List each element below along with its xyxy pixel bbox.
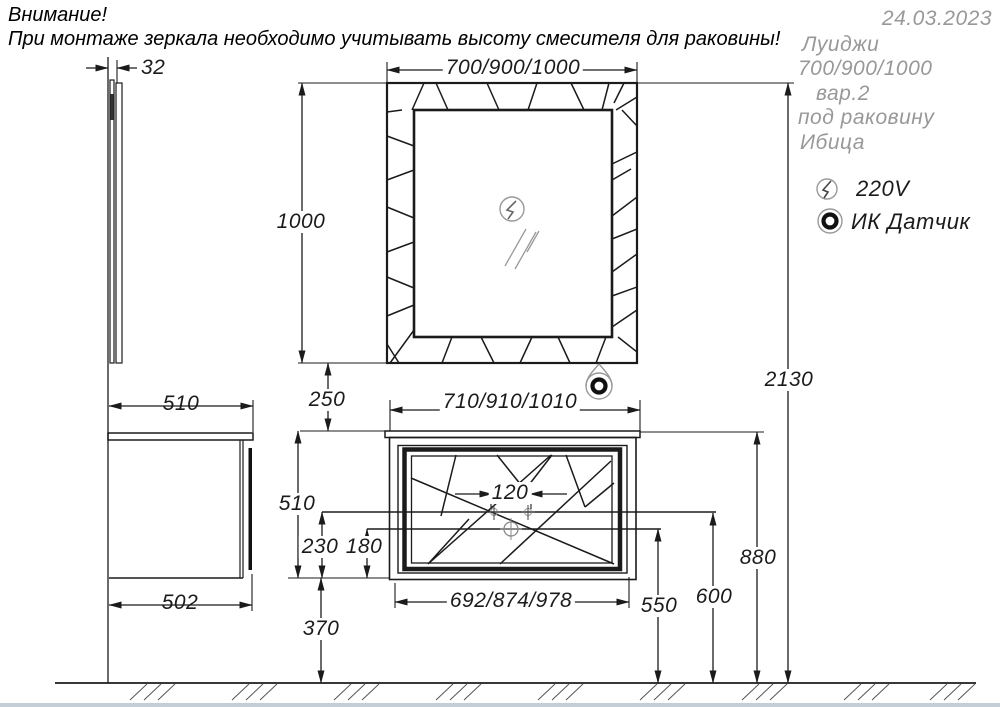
mirror-reflection-strokes <box>505 229 539 269</box>
height-reference-lines <box>322 512 716 529</box>
legend-power-label: 220V <box>856 176 910 201</box>
dim-gap: 250 <box>306 389 349 411</box>
dim-mirror-width: 700/900/1000 <box>443 57 583 79</box>
dim-230: 230 <box>299 536 342 558</box>
drawing-date: 24.03.2023 <box>881 7 992 30</box>
dim-mirror-thickness: 32 <box>141 56 166 79</box>
dim-hole-spacing: 120 <box>489 482 532 504</box>
mirror-frame-mosaic-pattern <box>387 83 637 363</box>
mirror-front-view <box>387 83 637 399</box>
mirror-side-view <box>108 57 122 683</box>
warning-text: При монтаже зеркала необходимо учитывать высоту смесителя для раковины! <box>8 28 781 50</box>
mount-bracket <box>111 94 114 120</box>
ir-sensor-icon <box>818 209 842 233</box>
cabinet-side-view <box>108 433 253 578</box>
product-name: Луиджи <box>802 33 880 56</box>
power-outlet-icon <box>500 197 524 221</box>
legend-sensor-label: ИК Датчик <box>851 209 971 234</box>
dim-550: 550 <box>638 595 681 617</box>
warning-title: Внимание! <box>8 4 108 26</box>
dim-180: 180 <box>343 536 386 558</box>
ir-sensor-marker <box>586 364 612 399</box>
drain-marker <box>500 518 522 540</box>
legend-icons <box>817 179 842 233</box>
cabinet-front-view <box>385 431 640 580</box>
dim-600: 600 <box>693 586 736 608</box>
floor-hatching <box>130 684 975 700</box>
faucet-hole-markers <box>487 505 535 540</box>
product-basin: под раковину <box>798 106 935 129</box>
dim-370: 370 <box>300 618 343 640</box>
product-variant: вар.2 <box>816 82 870 105</box>
drawer-front-edge <box>249 448 253 570</box>
page-bottom-edge <box>0 703 1000 707</box>
dim-drawer-width: 692/874/978 <box>447 590 575 612</box>
countertop <box>385 431 640 438</box>
dim-total-height: 2130 <box>762 369 817 391</box>
dim-cabinet-height: 510 <box>276 493 319 515</box>
dim-countertop-width: 710/910/1010 <box>440 391 580 413</box>
dim-body-depth: 502 <box>161 591 199 614</box>
product-sizes: 700/900/1000 <box>798 57 933 80</box>
product-basin-model: Ибица <box>800 131 865 154</box>
dim-880: 880 <box>737 547 780 569</box>
drawer-mosaic-pattern <box>411 455 614 564</box>
power-220v-icon <box>817 179 837 199</box>
dim-mirror-height: 1000 <box>274 211 329 233</box>
floor-line <box>55 683 976 700</box>
dim-countertop-depth: 510 <box>162 392 200 415</box>
